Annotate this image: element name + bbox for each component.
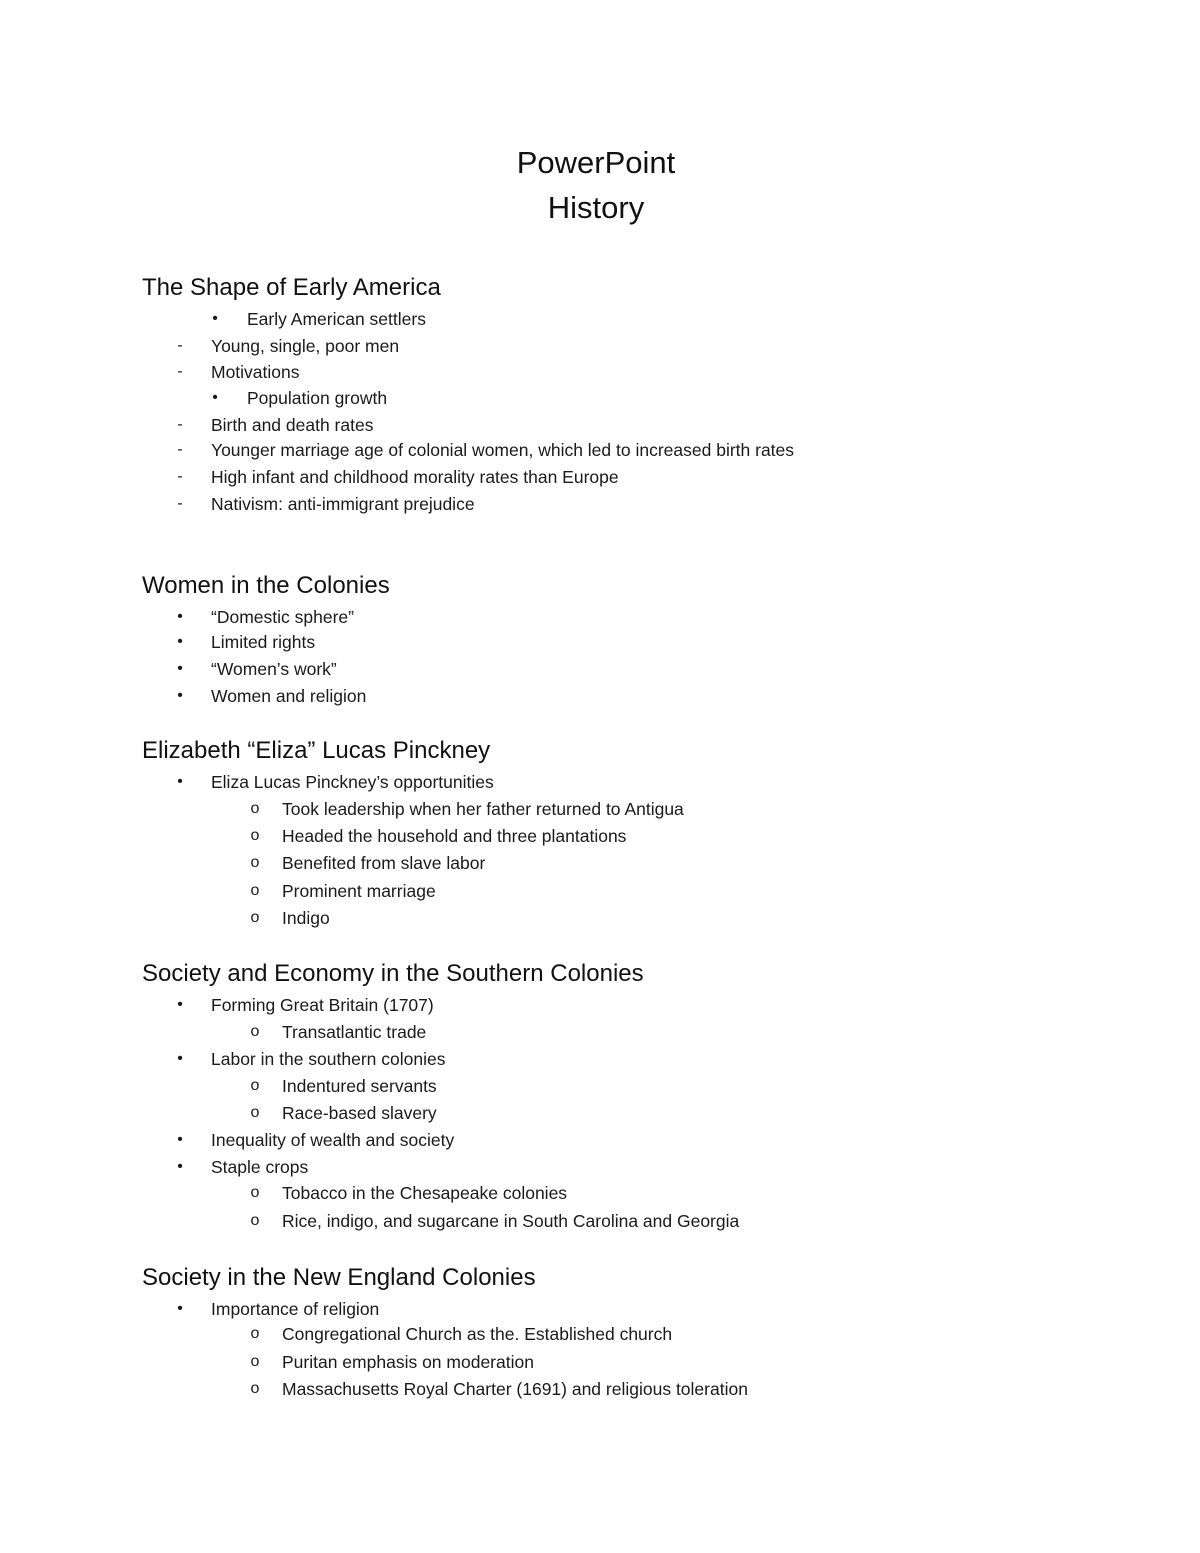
list-item-text: Limited rights xyxy=(211,632,316,652)
list-item-text: Eliza Lucas Pinckney’s opportunities xyxy=(211,772,494,792)
list-item-text: Benefited from slave labor xyxy=(282,853,486,873)
list-item-text: Young, single, poor men xyxy=(211,336,400,356)
list-item-text: Took leadership when her father returned to Antigua xyxy=(282,799,684,819)
section-heading: Society in the New England Colonies xyxy=(142,1264,536,1291)
list-item-text: Importance of religion xyxy=(211,1299,380,1319)
circle-bullet-icon: o xyxy=(250,827,260,844)
list-item-text: Inequality of wealth and society xyxy=(211,1130,455,1150)
circle-bullet-icon: o xyxy=(250,854,260,871)
bullet-icon: • xyxy=(212,389,218,406)
list-item-text: Labor in the southern colonies xyxy=(211,1049,446,1069)
list-item-text: Women and religion xyxy=(211,686,367,706)
list-item-text: Massachusetts Royal Charter (1691) and religious toleration xyxy=(282,1379,748,1399)
list-item-text: “Women’s work” xyxy=(211,659,337,679)
section-heading: Elizabeth “Eliza” Lucas Pinckney xyxy=(142,737,491,764)
bullet-icon: • xyxy=(212,310,218,327)
document-title-line-2: History xyxy=(547,190,645,225)
dash-icon: - xyxy=(177,363,183,380)
circle-bullet-icon: o xyxy=(250,1325,260,1342)
circle-bullet-icon: o xyxy=(250,1023,260,1040)
circle-bullet-icon: o xyxy=(250,1212,260,1229)
dash-icon: - xyxy=(177,495,183,512)
dash-icon: - xyxy=(177,416,183,433)
bullet-icon: • xyxy=(177,773,183,790)
circle-bullet-icon: o xyxy=(250,1353,260,1370)
circle-bullet-icon: o xyxy=(250,909,260,926)
bullet-icon: • xyxy=(177,996,183,1013)
section-heading: The Shape of Early America xyxy=(142,274,441,301)
document-title-line-1: PowerPoint xyxy=(516,145,676,180)
list-item-text: Staple crops xyxy=(211,1157,309,1177)
circle-bullet-icon: o xyxy=(250,1104,260,1121)
list-item-text: Population growth xyxy=(247,388,388,408)
list-item-text: Headed the household and three plantations xyxy=(282,826,627,846)
bullet-icon: • xyxy=(177,1050,183,1067)
circle-bullet-icon: o xyxy=(250,1380,260,1397)
list-item-text: Motivations xyxy=(211,362,300,382)
list-item-text: Early American settlers xyxy=(247,309,426,329)
bullet-icon: • xyxy=(177,633,183,650)
bullet-icon: • xyxy=(177,1158,183,1175)
list-item-text: Rice, indigo, and sugarcane in South Carolina and Georgia xyxy=(282,1211,740,1231)
circle-bullet-icon: o xyxy=(250,800,260,817)
circle-bullet-icon: o xyxy=(250,1077,260,1094)
list-item-text: Puritan emphasis on moderation xyxy=(282,1352,534,1372)
list-item-text: “Domestic sphere” xyxy=(211,607,354,627)
bullet-icon: • xyxy=(177,660,183,677)
circle-bullet-icon: o xyxy=(250,1184,260,1201)
bullet-icon: • xyxy=(177,1300,183,1317)
list-item-text: Prominent marriage xyxy=(282,881,436,901)
list-item-text: Transatlantic trade xyxy=(282,1022,427,1042)
bullet-icon: • xyxy=(177,608,183,625)
bullet-icon: • xyxy=(177,1131,183,1148)
list-item-text: Indigo xyxy=(282,908,330,928)
circle-bullet-icon: o xyxy=(250,882,260,899)
section-heading: Society and Economy in the Southern Colonies xyxy=(142,960,644,987)
dash-icon: - xyxy=(177,441,183,458)
list-item-text: Tobacco in the Chesapeake colonies xyxy=(282,1183,568,1203)
dash-icon: - xyxy=(177,468,183,485)
list-item-text: High infant and childhood morality rates than Europe xyxy=(211,467,619,487)
list-item-text: Race-based slavery xyxy=(282,1103,437,1123)
dash-icon: - xyxy=(177,337,183,354)
bullet-icon: • xyxy=(177,687,183,704)
list-item-text: Nativism: anti-immigrant prejudice xyxy=(211,494,475,514)
list-item-text: Birth and death rates xyxy=(211,415,374,435)
list-item-text: Indentured servants xyxy=(282,1076,437,1096)
list-item-text: Forming Great Britain (1707) xyxy=(211,995,434,1015)
list-item-text: Congregational Church as the. Established church xyxy=(282,1324,673,1344)
list-item-text: Younger marriage age of colonial women, which led to increased birth rates xyxy=(211,440,795,460)
section-heading: Women in the Colonies xyxy=(142,572,390,599)
